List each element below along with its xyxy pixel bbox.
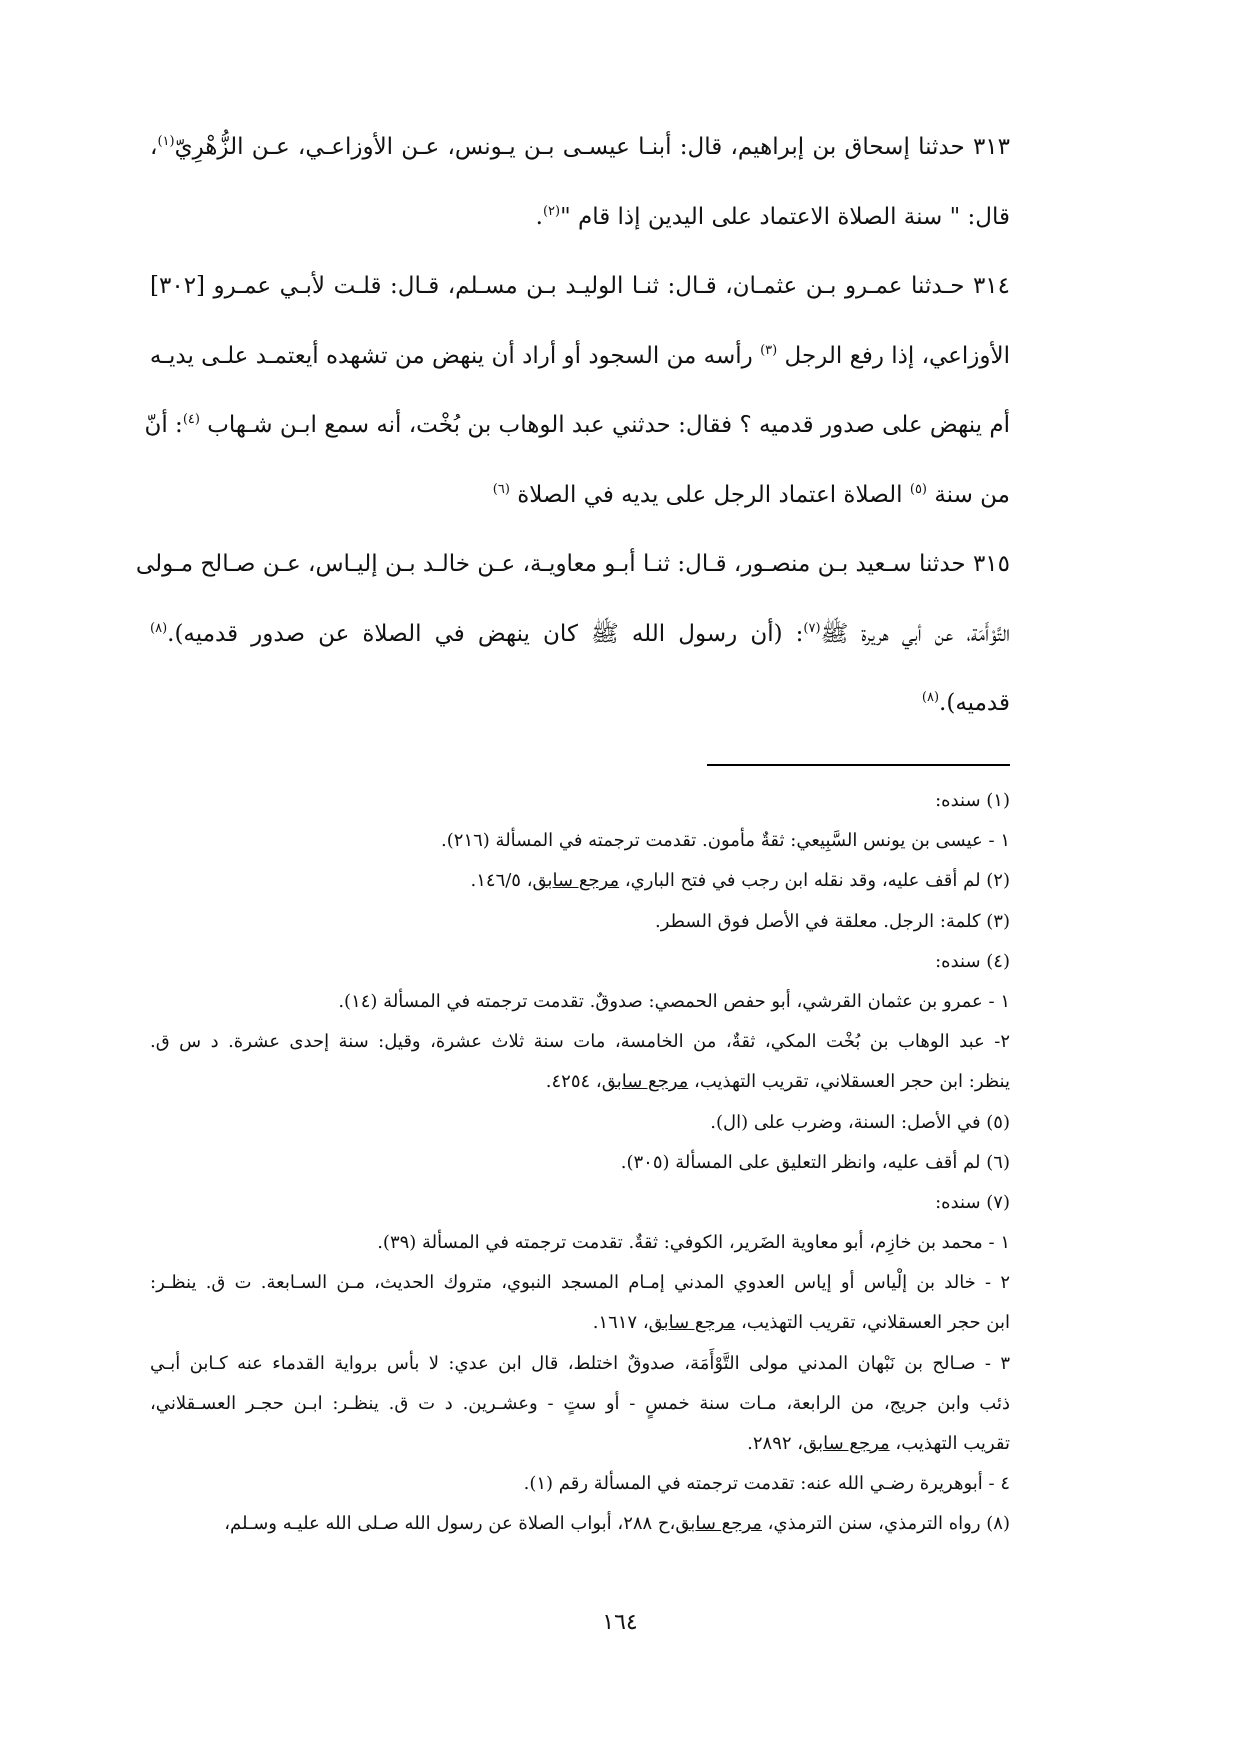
reference-link[interactable]: مرجع سابق: [675, 1513, 762, 1535]
footnote-7-item-3: ٣ - صـالح بن نَبْهان المدني مولى التَّوْأَمَة، صدوقٌ اختلط، قال ابن عدي: لا بأس برواية القدماء عنه كـابن أبـي: [150, 1352, 1010, 1374]
footnote-2: (٢) لم أقف عليه، وقد نقله ابن رجب في فتح الباري، مرجع سابق، ١٤٦/٥.: [470, 870, 1010, 892]
footnote-6: (٦) لم أقف عليه، وانظر التعليق على المسألة (٣٠٥).: [620, 1151, 1010, 1173]
footnote-7-item-2-cont: ابن حجر العسقلاني، تقريب التهذيب، مرجع سابق، ١٦١٧.: [592, 1312, 1010, 1334]
hadith-314-line-1: ٣١٤ حـدثنا عمـرو بـن عثمـان، قـال: ثنـا الوليـد بـن مسـلم، قـال: قلـت لأبـي عمـرو [٣٠٢]: [150, 273, 1010, 299]
reference-link[interactable]: مرجع سابق: [803, 1433, 890, 1454]
footnote-8: (٨) رواه الترمذي، سنن الترمذي، مرجع سابق،ح ٢٨٨، أبواب الصلاة عن رسول الله صـلى الله عليـه وسـلم،: [224, 1513, 1010, 1535]
reference-link[interactable]: مرجع سابق: [648, 1312, 736, 1334]
hadith-315-line-3: قدميه).$^{(٨)}$: [921, 690, 1010, 716]
footnote-ref-8[interactable]: (٨): [150, 620, 168, 636]
footnote-1: (١) سنده:: [935, 790, 1010, 811]
footnote-ref-2[interactable]: (٢): [542, 203, 561, 219]
footnote-3: (٣) كلمة: الرجل. معلقة في الأصل فوق السطر.: [655, 910, 1010, 932]
page-number: ١٦٤: [602, 1610, 638, 1635]
footnote-ref-4[interactable]: (٤): [182, 412, 200, 427]
footnote-ref-6[interactable]: (٦): [492, 481, 510, 497]
reference-link[interactable]: مرجع سابق: [532, 870, 620, 892]
footnote-separator: [707, 764, 1010, 766]
footnote-4: (٤) سنده:: [935, 950, 1010, 972]
main-text: [135, 132, 1010, 758]
footnote-4-item-2: ٢- عبد الوهاب بن بُخْت المكي، ثقةٌ، من الخامسة، مات سنة ثلاث عشرة، وقيل: سنة إحدى عشرة. د س ق.: [150, 1031, 1010, 1053]
footnotes: [150, 788, 1010, 1552]
footnote-ref-7[interactable]: (٧): [803, 620, 821, 636]
footnote-ref-3[interactable]: (٣): [760, 342, 778, 358]
hadith-313-line-1: ٣١٣ حدثنا إسحاق بن إبراهيم، قال: أبنـا عيسـى بـن يـونس، عـن الأوزاعـي، عـن الزُّهْرِيّ$^{(١)}$،: [150, 134, 1010, 160]
footnote-7-item-1: ١ - محمد بن خازِم، أبو معاوية الضَرير، الكوفي: ثقةٌ. تقدمت ترجمته في المسألة (٣٩).: [377, 1232, 1010, 1254]
hadith-314-line-3: أم ينهض على صدور قدميه ؟ فقال: حدثني عبد الوهاب بن بُخْت، أنه سمع ابـن شـهاب $^{(٤)}$: أنّ: [144, 412, 1010, 438]
reference-link[interactable]: مرجع سابق: [601, 1071, 689, 1093]
footnote-7: (٧) سنده:: [935, 1191, 1010, 1213]
footnote-5: (٥) في الأصل: السنة، وضرب على (ال).: [710, 1111, 1010, 1133]
footnote-7-item-3-cont-2: تقريب التهذيب، مرجع سابق، ٢٨٩٢.: [747, 1433, 1010, 1454]
footnote-ref-8b[interactable]: (٨): [921, 690, 940, 705]
footnote-ref-5[interactable]: (٥): [909, 481, 927, 497]
hadith-315-line-2: التَّوْأَمَة، عن أبي هريرة ﷺ$^{(٧)}$: (أن رسول الله ﷺ كان ينهض في الصلاة عن صدور قدميه).$^{(٨)}$: [150, 620, 1010, 647]
hadith-314-line-4: من سنة $^{(٥)}$ الصلاة اعتماد الرجل على يديه في الصلاة $^{(٦)}$: [492, 481, 1010, 508]
footnote-7-item-3-cont: ذئب وابن جريج، من الرابعة، مـات سنة خمسٍ - أو ستٍ - وعشـرين. د ت ق. ينظـر: ابـن حجـر العسـقلاني،: [150, 1392, 1010, 1414]
footnote-7-item-4: ٤ - أبوهريرة رضـي الله عنه: تقدمت ترجمته في المسألة رقم (١).: [523, 1473, 1010, 1495]
footnote-4-item-2-cont: ينظر: ابن حجر العسقلاني، تقريب التهذيب، مرجع سابق، ٤٢٥٤.: [545, 1071, 1010, 1093]
hadith-315-line-1: ٣١٥ حدثنا سـعيد بـن منصـور، قـال: ثنـا أبـو معاويـة، عـن خالـد بـن إليـاس، عـن صـالح مـولى: [135, 551, 1010, 577]
hadith-314-line-2: الأوزاعي، إذا رفع الرجل $^{(٣)}$ رأسه من السجود أو أراد أن ينهض من تشهده أيعتمـد علـى يديـه: [149, 342, 1010, 369]
footnote-7-item-2: ٢ - خالد بن إلْياس أو إياس العدوي المدني إمـام المسجد النبوي، متروك الحديث، مـن السـابعة. ت ق. ينظـر:: [150, 1272, 1010, 1294]
hadith-313-line-2: قال: " سنة الصلاة الاعتماد على اليدين إذا قام "$^{(٢)}$.: [535, 203, 1010, 230]
footnote-4-item-1: ١ - عمرو بن عثمان القرشي، أبو حفص الحمصي: صدوقٌ. تقدمت ترجمته في المسألة (١٤).: [338, 990, 1010, 1012]
footnote-1-item-1: ١ - عيسى بن يونس السَّبِيعي: ثقةٌ مأمون. تقدمت ترجمته في المسألة (٢١٦).: [441, 830, 1010, 852]
footnote-ref-1[interactable]: (١): [157, 134, 175, 149]
